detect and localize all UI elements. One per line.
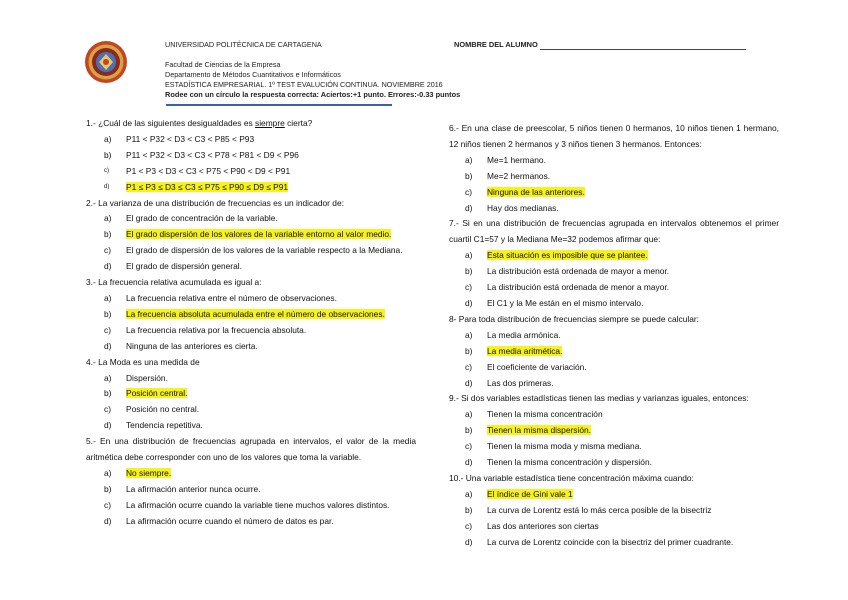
- q3-option-d-text: Ninguna de las anteriores es cierta.: [126, 340, 258, 351]
- q10-option-b[interactable]: b) La curva de Lorentz está lo más cerca posible de la bisectriz: [449, 503, 779, 519]
- q1-option-d[interactable]: d) P1 ≤ P3 ≤ D3 ≤ C3 ≤ P75 ≤ P90 ≤ D9 ≤ P91: [104, 181, 289, 192]
- q9-option-b[interactable]: b) Tienen la misma dispersión.: [465, 425, 591, 436]
- q6-option-c[interactable]: c) Ninguna de las anteriores.: [465, 186, 585, 197]
- q3-option-a[interactable]: a) La frecuencia relativa entre el número de observaciones.: [86, 291, 416, 307]
- q2-option-d-text: El grado de dispersión general.: [126, 261, 242, 272]
- q1-option-a-text: P11 < P32 < D3 < C3 < P85 < P93: [126, 133, 255, 144]
- q10-option-d-text: La curva de Lorentz coincide con la bisectriz del primer cuadrante.: [487, 536, 734, 547]
- q4-option-b-text: Posición central.: [126, 388, 188, 399]
- q2-option-c-text: El grado de dispersión de los valores de la variable respecto a la Mediana.: [126, 245, 403, 256]
- q1-option-c-text: P1 < P3 < D3 < C3 < P75 < P90 < D9 < P91: [126, 165, 291, 176]
- q2-option-b[interactable]: b) El grado dispersión de los valores de la variable entorno al valor medio.: [104, 229, 392, 240]
- q7-option-a[interactable]: a) Esta situación es imposible que se plantee.: [465, 250, 648, 261]
- q6-option-b-text: Me=2 hermanos.: [487, 170, 551, 181]
- question-5: 5.- En una distribución de frecuencias agrupada en intervalos, el valor de la media aritmética debe corresponder con uno de los valores que toma la variable.: [86, 436, 416, 463]
- q4-option-c[interactable]: c) Posición no central.: [86, 402, 416, 418]
- q8-option-a[interactable]: a) La media armónica.: [449, 328, 779, 344]
- q8-option-c-text: El coeficiente de variación.: [487, 361, 587, 372]
- question-10: 10.- Una variable estadística tiene concentración máxima cuando:: [449, 472, 694, 483]
- q9-option-b-text: Tienen la misma dispersión.: [487, 425, 591, 436]
- question-1: 1.- ¿Cuál de las siguientes desigualdades es siempre cierta?: [86, 118, 313, 128]
- q6-option-d-text: Hay dos medianas.: [487, 202, 559, 213]
- q8-option-d[interactable]: d) Las dos primeras.: [449, 376, 779, 392]
- q8-option-d-text: Las dos primeras.: [487, 377, 554, 388]
- q9-option-a-text: Tienen la misma concentración: [487, 409, 603, 420]
- q10-option-d[interactable]: d) La curva de Lorentz coincide con la bisectriz del primer cuadrante.: [449, 535, 779, 551]
- q6-option-c-text: Ninguna de las anteriores.: [487, 186, 585, 197]
- q4-option-a[interactable]: a) Dispersión.: [86, 371, 416, 387]
- instructions: Rodee con un círculo la respuesta correcta: Aciertos:+1 punto. Errores:-0.33 puntos: [165, 90, 461, 99]
- right-column: [449, 121, 779, 550]
- q10-option-c-text: Las dos anteriores son ciertas: [487, 520, 599, 531]
- q3-option-d[interactable]: d) Ninguna de las anteriores es cierta.: [86, 339, 416, 355]
- q9-option-c[interactable]: c) Tienen la misma moda y misma mediana.: [449, 439, 779, 455]
- left-column: [86, 116, 416, 530]
- q5-option-a[interactable]: a) No siempre.: [104, 467, 172, 478]
- q2-option-b-text: El grado dispersión de los valores de la variable entorno al valor medio.: [126, 229, 392, 240]
- university-name: UNIVERSIDAD POLITÉCNICA DE CARTAGENA: [165, 40, 322, 49]
- q7-option-c-text: La distribución está ordenada de menor a mayor.: [487, 282, 670, 293]
- exam-title: ESTADÍSTICA EMPRESARIAL. 1º TEST EVALUCIÓN CONTINUA. NOVIEMBRE 2016: [165, 80, 443, 89]
- student-name-label: NOMBRE DEL ALUMNO: [454, 40, 538, 49]
- question-6: 6.- En una clase de preescolar, 5 niños tienen 0 hermanos, 10 niños tienen 1 hermano, 12 niños tienen 2 hermanos y 3 niños tienen 3 hermanos. Entonces:: [449, 123, 779, 149]
- university-logo: [84, 40, 128, 84]
- q2-option-d[interactable]: d) El grado de dispersión general.: [86, 259, 416, 275]
- q5-option-c[interactable]: c) La afirmación ocurre cuando la variable tiene muchos valores distintos.: [86, 498, 416, 514]
- q1-option-b[interactable]: b) P11 < P32 < D3 < C3 < P78 < P81 < D9 < P96: [86, 148, 416, 164]
- q7-option-d-text: El C1 y la Me están en el mismo intervalo.: [487, 297, 644, 308]
- q4-option-d[interactable]: d) Tendencia repetitiva.: [86, 418, 416, 434]
- faculty-line: Facultad de Ciencias de la Empresa: [165, 60, 281, 69]
- q4-option-a-text: Dispersión.: [126, 372, 168, 383]
- q2-option-a[interactable]: a) El grado de concentración de la variable.: [86, 211, 416, 227]
- q7-option-b[interactable]: b) La distribución está ordenada de mayor a menor.: [449, 264, 779, 280]
- q3-option-b-text: La frecuencia absoluta acumulada entre el número de observaciones.: [126, 308, 385, 319]
- q6-option-a[interactable]: a) Me=1 hermano.: [449, 153, 779, 169]
- q10-option-c[interactable]: c) Las dos anteriores son ciertas: [449, 519, 779, 535]
- department-line: Departamento de Métodos Cuantitativos e Informáticos: [165, 70, 341, 79]
- q10-option-b-text: La curva de Lorentz está lo más cerca posible de la bisectriz: [487, 504, 712, 515]
- q1-option-b-text: P11 < P32 < D3 < C3 < P78 < P81 < D9 < P96: [126, 149, 299, 160]
- q5-option-b-text: La afirmación anterior nunca ocurre.: [126, 483, 261, 494]
- q3-option-c-text: La frecuencia relativa por la frecuencia absoluta.: [126, 324, 307, 335]
- q9-option-d-text: Tienen la misma concentración y dispersión.: [487, 457, 652, 468]
- q7-option-b-text: La distribución está ordenada de mayor a menor.: [487, 266, 670, 277]
- q1-option-d-text: P1 ≤ P3 ≤ D3 ≤ C3 ≤ P75 ≤ P90 ≤ D9 ≤ P91: [126, 181, 289, 192]
- q6-option-d[interactable]: d) Hay dos medianas.: [449, 201, 779, 217]
- q1-option-c[interactable]: c) P1 < P3 < D3 < C3 < P75 < P90 < D9 < P91: [86, 164, 416, 180]
- q5-option-a-text: No siempre.: [126, 467, 172, 478]
- q5-option-b[interactable]: b) La afirmación anterior nunca ocurre.: [86, 482, 416, 498]
- q2-option-a-text: El grado de concentración de la variable.: [126, 213, 278, 224]
- q9-option-c-text: Tienen la misma moda y misma mediana.: [487, 441, 642, 452]
- q1-option-a[interactable]: a) P11 < P32 < D3 < C3 < P85 < P93: [86, 132, 416, 148]
- q8-option-b[interactable]: b) La media aritmética.: [465, 345, 563, 356]
- q7-option-d[interactable]: d) El C1 y la Me están en el mismo intervalo.: [449, 296, 779, 312]
- q5-option-d-text: La afirmación ocurre cuando el número de datos es par.: [126, 515, 334, 526]
- seal-dot: [103, 59, 109, 65]
- question-7: 7.- Si en una distribución de frecuencias agrupada en intervalos obtenemos el primer cuartil C1=57 y la Mediana Me=32 podemos afirmar que:: [449, 218, 779, 245]
- q6-option-a-text: Me=1 hermano.: [487, 154, 546, 165]
- student-name-field: [454, 40, 746, 50]
- question-4: 4.- La Moda es una medida de: [86, 356, 200, 367]
- q9-option-a[interactable]: a) Tienen la misma concentración: [449, 407, 779, 423]
- q4-option-d-text: Tendencia repetitiva.: [126, 420, 203, 431]
- question-9: 9.- Si dos variables estadísticas tienen las medias y varianzas iguales, entonces:: [449, 393, 749, 404]
- q5-option-d[interactable]: d) La afirmación ocurre cuando el número de datos es par.: [86, 514, 416, 530]
- q2-option-c[interactable]: c) El grado de dispersión de los valores de la variable respecto a la Mediana.: [86, 243, 416, 259]
- q3-option-c[interactable]: c) La frecuencia relativa por la frecuencia absoluta.: [86, 323, 416, 339]
- q10-option-a[interactable]: a) El índice de Gini vale 1: [465, 488, 573, 499]
- question-3: 3.- La frecuencia relativa acumulada es igual a:: [86, 277, 262, 288]
- q6-option-b[interactable]: b) Me=2 hermanos.: [449, 169, 779, 185]
- q3-option-a-text: La frecuencia relativa entre el número de observaciones.: [126, 292, 337, 303]
- q10-option-a-text: El índice de Gini vale 1: [487, 488, 573, 499]
- q9-option-d[interactable]: d) Tienen la misma concentración y dispersión.: [449, 455, 779, 471]
- student-name-line: [540, 41, 746, 50]
- q4-option-b[interactable]: b) Posición central.: [104, 388, 188, 399]
- question-2: 2.- La varianza de una distribución de frecuencias es un indicador de:: [86, 197, 344, 208]
- header-rule: [166, 104, 392, 106]
- question-8: 8- Para toda distribución de frecuencias siempre se puede calcular:: [449, 313, 699, 324]
- q8-option-a-text: La media armónica.: [487, 329, 561, 340]
- q5-option-c-text: La afirmación ocurre cuando la variable tiene muchos valores distintos.: [126, 499, 390, 510]
- q4-option-c-text: Posición no central.: [126, 404, 200, 415]
- q8-option-c[interactable]: c) El coeficiente de variación.: [449, 360, 779, 376]
- q8-option-b-text: La media aritmética.: [487, 345, 563, 356]
- q7-option-a-text: Esta situación es imposible que se plantee.: [487, 250, 648, 261]
- q7-option-c[interactable]: c) La distribución está ordenada de menor a mayor.: [449, 280, 779, 296]
- q3-option-b[interactable]: b) La frecuencia absoluta acumulada entre el número de observaciones.: [104, 308, 385, 319]
